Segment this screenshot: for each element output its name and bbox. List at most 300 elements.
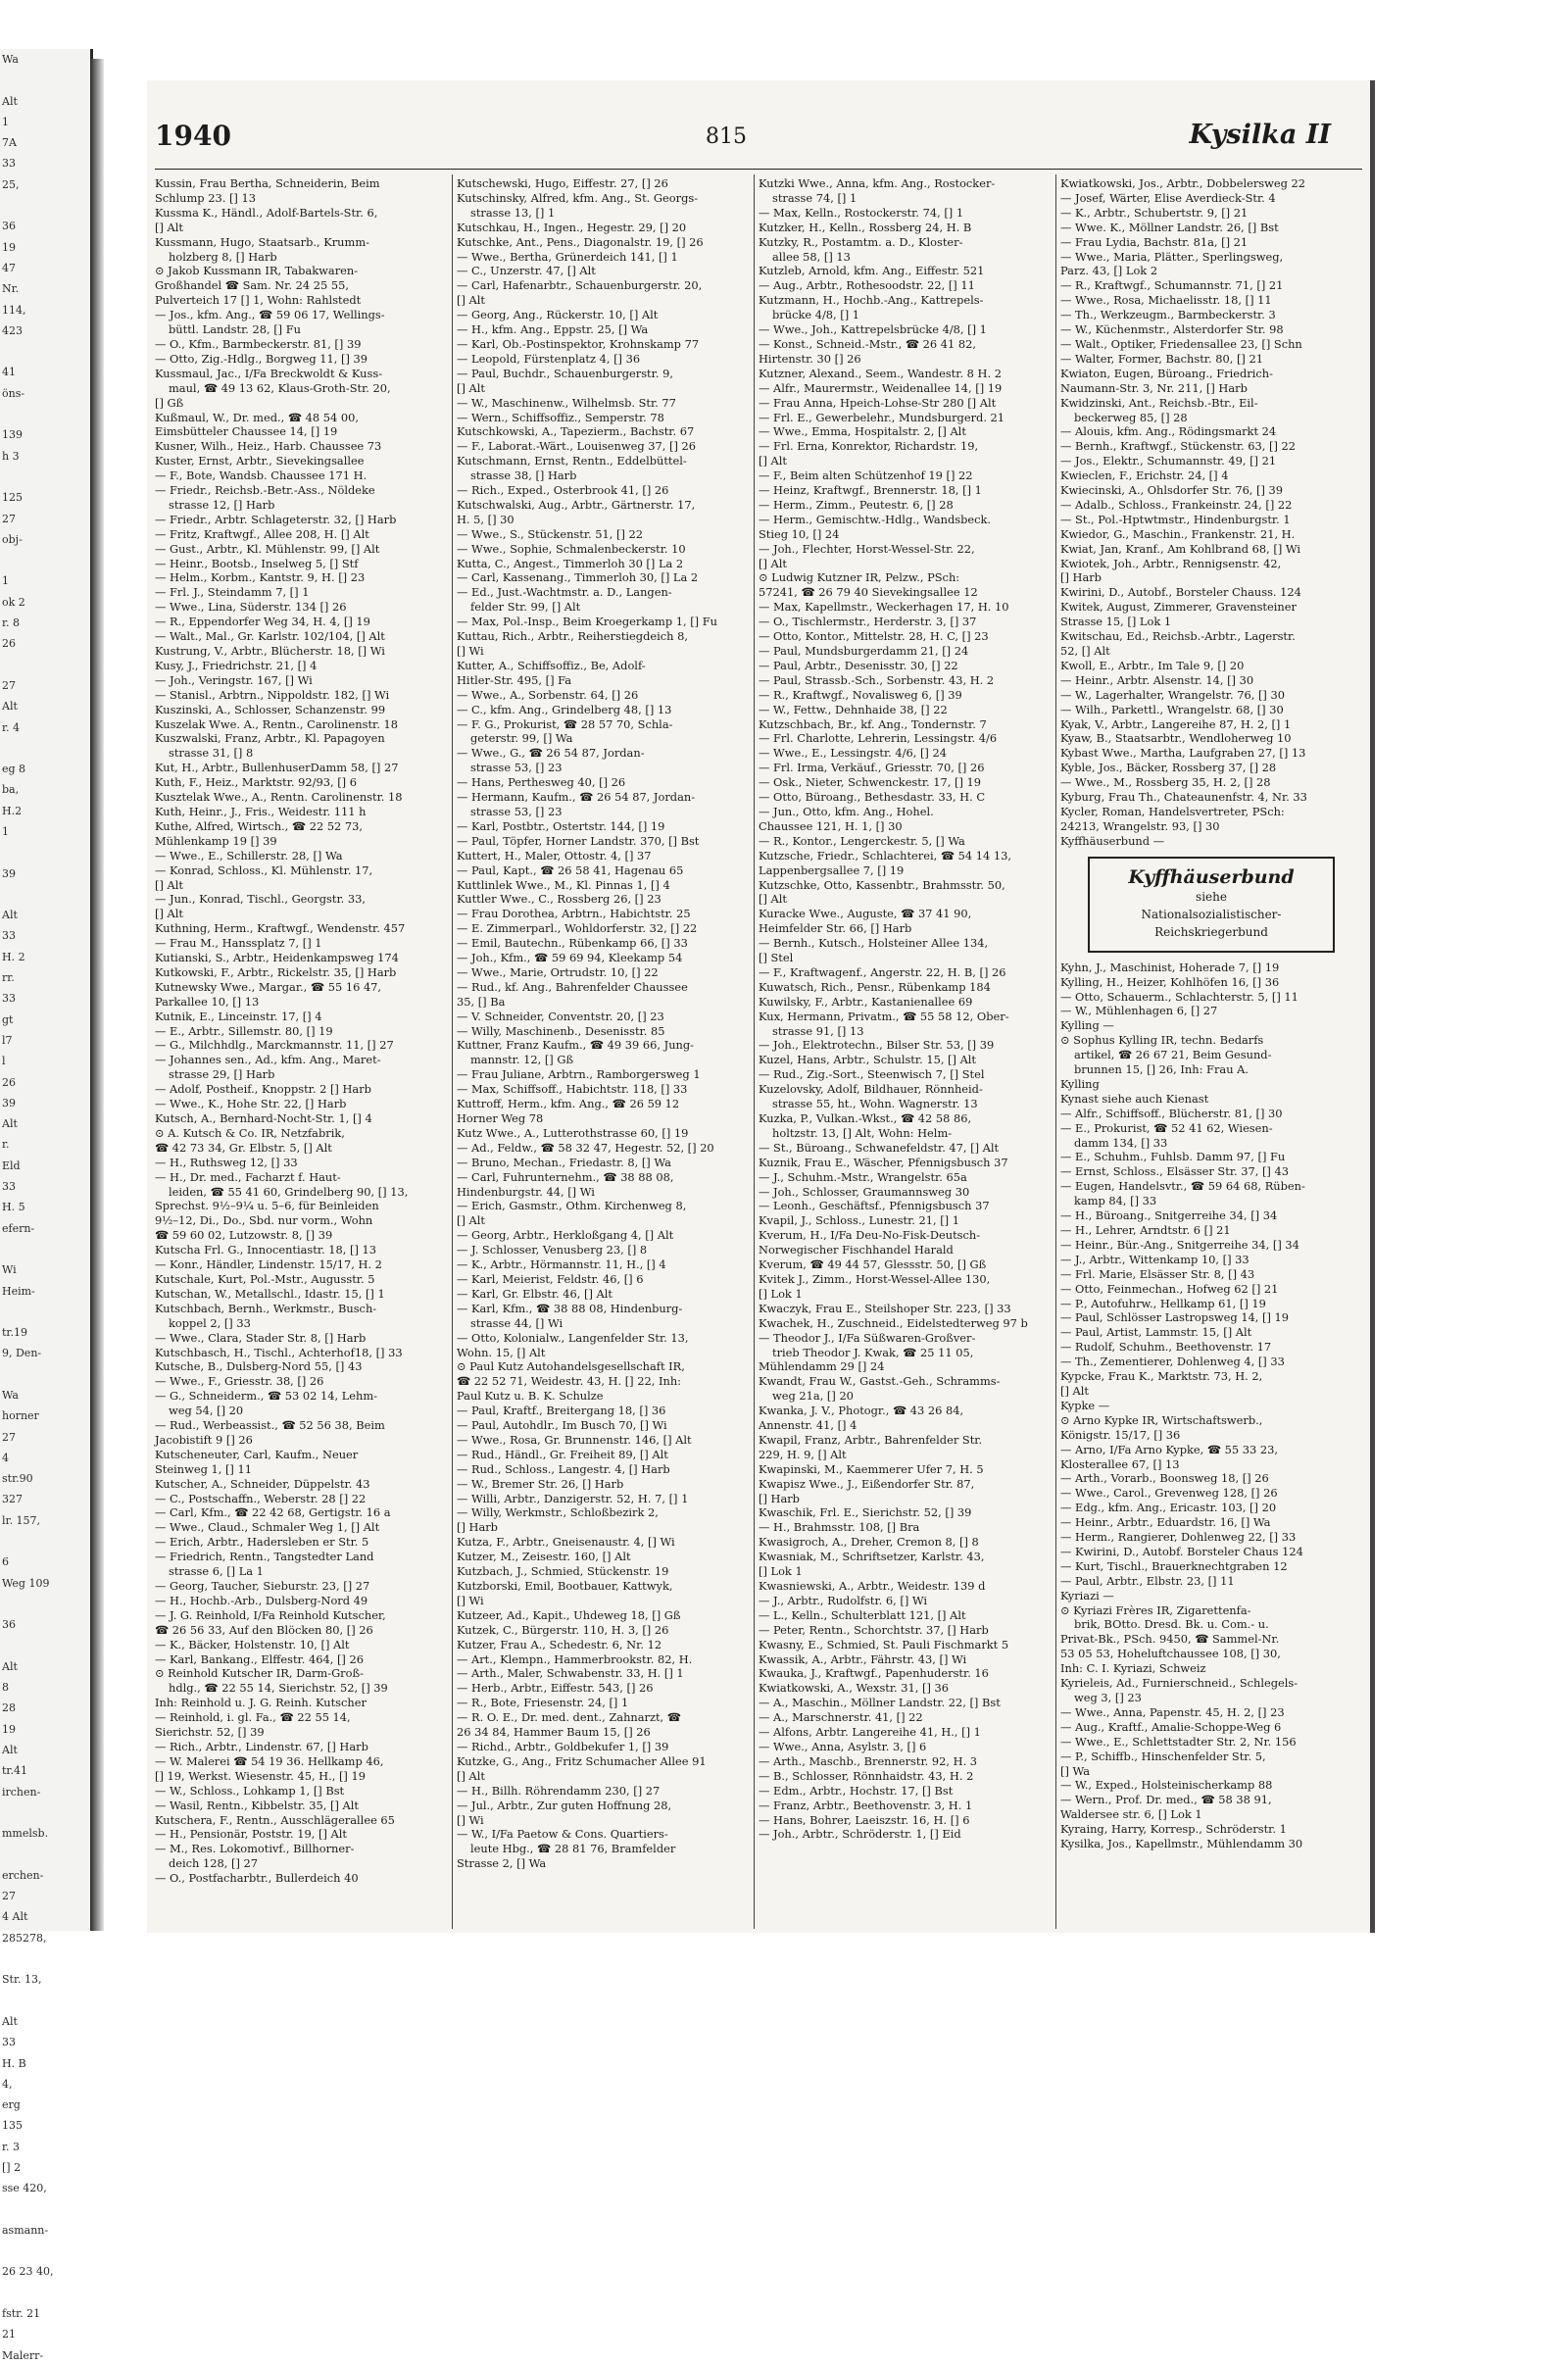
directory-entry-line: Kyrieleis, Ad., Furnierschneid., Schlegels-	[1060, 1676, 1298, 1691]
facing-page-line: 1	[2, 115, 9, 128]
directory-entry-line: strasse 53, [] 23	[470, 761, 563, 775]
directory-entry-line: — F., Laborat.-Wärt., Louisenweg 37, [] 26	[457, 439, 697, 454]
directory-entry-line: — Joh., Kfm., ☎ 59 69 94, Kleekamp 54	[457, 951, 683, 965]
directory-entry-line: — Otto, Schauerm., Schlachterstr. 5, [] 11	[1060, 989, 1298, 1004]
directory-entry-line: — J., Arbtr., Wittenkamp 10, [] 33	[1060, 1252, 1250, 1266]
directory-entry-line: strasse 53, [] 23	[470, 804, 563, 818]
header-rule	[155, 169, 1362, 170]
directory-entry-line: Königstr. 15/17, [] 36	[1060, 1427, 1181, 1442]
directory-entry-line: — Wwe., Rosa, Michaelisstr. 18, [] 11	[1060, 293, 1272, 308]
directory-entry-line: — Walt., Optiker, Friedensallee 23, [] Schn	[1060, 336, 1302, 351]
directory-entry-line: Kuster, Ernst, Arbtr., Sievekingsallee	[155, 454, 365, 468]
directory-entry-line: Kussma K., Händl., Adolf-Bartels-Str. 6,	[155, 205, 378, 220]
directory-entry-line: Kutzleb, Arnold, kfm. Ang., Eiffestr. 521	[759, 264, 985, 278]
directory-entry-line: Chaussee 121, H. 1, [] 30	[759, 818, 903, 833]
directory-entry-line: — Johannes sen., Ad., kfm. Ang., Maret-	[155, 1053, 381, 1067]
directory-entry-line: Kux, Hermann, Privatm., ☎ 55 58 12, Ober-	[759, 1009, 1009, 1023]
directory-entry-line: — Rud., kf. Ang., Bahrenfelder Chaussee	[457, 979, 688, 994]
directory-entry-line: deich 128, [] 27	[169, 1856, 258, 1871]
directory-entry-line: Kutzbach, J., Schmied, Stückenstr. 19	[457, 1564, 669, 1579]
directory-entry-line: — Konst., Schneid.-Mstr., ☎ 26 41 82,	[759, 336, 976, 351]
directory-entry-line: — B., Schlosser, Rönnhaidstr. 43, H. 2	[759, 1768, 974, 1783]
directory-entry-line: Kypke —	[1060, 1398, 1110, 1412]
directory-entry-line: ⊙ Kyriazi Frères IR, Zigarettenfa-	[1060, 1602, 1251, 1617]
directory-entry-line: — Heinz, Kraftwgf., Brennerstr. 18, [] 1	[759, 483, 982, 498]
facing-page-line: l	[2, 1055, 6, 1068]
directory-entry-line: 9½–12, Di., Do., Sbd. nur vorm., Wohn	[155, 1213, 373, 1228]
facing-page-line: Eld	[2, 1158, 21, 1172]
directory-entry-line: brik, BOtto. Dresd. Bk. u. Com.- u.	[1074, 1617, 1269, 1632]
directory-entry-line: — Rich., Exped., Osterbrook 41, [] 26	[457, 483, 669, 498]
directory-entry-line: — Wilh., Parkettl., Wrangelstr. 68, [] 30	[1060, 702, 1284, 716]
directory-entry-line: Kutsch, A., Bernhard-Nocht-Str. 1, [] 4	[155, 1111, 372, 1125]
directory-entry-line: — Ad., Feldw., ☎ 58 32 47, Hegestr. 52, [] 20	[457, 1140, 714, 1155]
directory-entry-line: H. 5, [] 30	[457, 512, 514, 526]
directory-entry-line: — Paul, Autohdlr., Im Busch 70, [] Wi	[457, 1418, 667, 1433]
directory-entry-line: Kuttroff, Herm., kfm. Ang., ☎ 26 59 12	[457, 1097, 680, 1111]
directory-entry-line: Großhandel ☎ Sam. Nr. 24 25 55,	[155, 278, 349, 293]
facing-page-line	[0, 550, 90, 570]
directory-entry-line: — Wwe., Claud., Schmaler Weg 1, [] Alt	[155, 1520, 380, 1535]
directory-entry-line: — R., Bote, Friesenstr. 24, [] 1	[457, 1696, 629, 1710]
directory-entry-line: Kutschmann, Ernst, Rentn., Eddelbüttel-	[457, 454, 687, 468]
directory-entry-line: Kwanka, J. V., Photogr., ☎ 43 26 84,	[759, 1404, 964, 1418]
facing-page-line: [] 2	[2, 2160, 22, 2174]
page-number: 815	[706, 124, 747, 149]
directory-entry-line: Sprechst. 9½–9¼ u. 5–6, für Beinleiden	[155, 1199, 379, 1213]
facing-page-line: H. 5	[2, 1201, 25, 1214]
directory-entry-line: brücke 4/8, [] 1	[772, 308, 860, 322]
directory-entry-line: Kyhn, J., Maschinist, Hoherade 7, [] 19	[1060, 960, 1280, 974]
directory-entry-line: — Paul, Töpfer, Horner Landstr. 370, [] Bst	[457, 833, 700, 848]
facing-page-line: r. 4	[2, 720, 21, 734]
directory-entry-line: Kutschera, F., Rentn., Ausschlägerallee 65	[155, 1812, 395, 1827]
facing-page-line: H.2	[2, 804, 23, 817]
directory-entry-line: Kutzborski, Emil, Bootbauer, Kattwyk,	[457, 1579, 673, 1593]
directory-entry-line: — Otto, Kontor., Mittelstr. 28, H. C, [] 23	[759, 629, 989, 644]
directory-entry-line: — Fritz, Kraftwgf., Allee 208, H. [] Alt	[155, 526, 369, 541]
directory-entry-line: — Gust., Arbtr., Kl. Mühlenstr. 99, [] Alt	[155, 541, 380, 556]
directory-entry-line: — Jun., Konrad, Tischl., Georgstr. 33,	[155, 892, 366, 907]
directory-entry-line: Kuznik, Frau E., Wäscher, Pfennigsbusch 37	[759, 1155, 1008, 1169]
directory-entry-line: — Paul, Arbtr., Desenisstr. 30, [] 22	[759, 658, 958, 672]
directory-entry-line: Norwegischer Fischhandel Harald	[759, 1243, 954, 1257]
facing-page-line: 125	[2, 491, 23, 505]
directory-entry-line: Kußmaul, W., Dr. med., ☎ 48 54 00,	[155, 410, 360, 424]
directory-entry-line: Kverum, ☎ 49 44 57, Glessstr. 50, [] Gß	[759, 1257, 987, 1272]
directory-entry-line: — Heinr., Arbtr. Alsenstr. 14, [] 30	[1060, 672, 1254, 687]
directory-entry-line: ⊙ Reinhold Kutscher IR, Darm-Groß-	[155, 1666, 364, 1681]
facing-page-line: 7A	[2, 136, 17, 150]
directory-entry-line: — J., Schuhm.-Mstr., Wrangelstr. 65a	[759, 1169, 967, 1184]
directory-entry-line: — Rud., Werbeassist., ☎ 52 56 38, Beim	[155, 1418, 385, 1433]
directory-entry-line: — Frau Anna, Hpeich-Lohse-Str 280 [] Alt	[759, 395, 997, 410]
facing-page-line: sse 420,	[2, 2182, 47, 2195]
directory-entry-line: — F., Beim alten Schützenhof 19 [] 22	[759, 468, 973, 483]
directory-entry-line: — Eugen, Handelsvtr., ☎ 59 64 68, Rüben-	[1060, 1179, 1305, 1194]
page-year: 1940	[155, 120, 231, 152]
facing-page-line: H. B	[2, 2056, 26, 2070]
directory-entry-line: weg 21a, [] 20	[772, 1389, 854, 1404]
directory-entry-line: Hindenburgstr. 44, [] Wi	[457, 1184, 595, 1199]
directory-entry-line: Kutschwalski, Aug., Arbtr., Gärtnerstr. 17,	[457, 497, 696, 512]
directory-entry-line: — W., Bremer Str. 26, [] Harb	[457, 1476, 624, 1491]
directory-entry-line: Mühlenkamp 19 [] 39	[155, 833, 277, 848]
directory-entry-line: — Max, Kapellmstr., Weckerhagen 17, H. 10	[759, 600, 1009, 615]
facing-page-line	[0, 738, 90, 759]
directory-entry-line: — Joh., Elektrotechn., Bilser Str. 53, [] 39	[759, 1038, 995, 1053]
directory-entry-line: Kutzek, C., Bürgerstr. 110, H. 3, [] 26	[457, 1622, 669, 1637]
facing-page-line	[0, 70, 90, 90]
directory-entry-line: — L., Kelln., Schulterblatt 121, [] Alt	[759, 1607, 966, 1622]
directory-entry-line: Jacobistift 9 [] 26	[155, 1432, 253, 1447]
page-header	[147, 80, 1370, 159]
directory-entry-line: Strasse 2, [] Wa	[457, 1856, 547, 1871]
directory-entry-line: Kussin, Frau Bertha, Schneiderin, Beim	[155, 176, 380, 190]
directory-entry-line: — Richd., Arbtr., Goldbekufer 1, [] 39	[457, 1739, 669, 1753]
directory-entry-line: — Stanisl., Arbtrn., Nippoldstr. 182, [] Wi	[155, 687, 390, 702]
directory-entry-line: Kwitschau, Ed., Reichsb.-Arbtr., Lagerstr.	[1060, 629, 1296, 644]
directory-entry-line: — Ernst, Schloss., Elsässer Str. 37, [] 43	[1060, 1164, 1289, 1179]
directory-entry-line: Kypcke, Frau K., Marktstr. 73, H. 2,	[1060, 1369, 1263, 1384]
directory-entry-line: — F. G., Prokurist, ☎ 28 57 70, Schla-	[457, 716, 673, 731]
directory-entry-line: [] Stel	[759, 951, 794, 965]
directory-entry-line: Kuttert, H., Maler, Ottostr. 4, [] 37	[457, 848, 652, 863]
directory-entry-line: — C., kfm. Ang., Grindelberg 48, [] 13	[457, 702, 672, 716]
facing-page-line: H. 2	[2, 950, 25, 963]
directory-entry-line: — Adolf, Postheif., Knoppstr. 2 [] Harb	[155, 1082, 371, 1097]
facing-page-line: str.90	[2, 1472, 33, 1486]
facing-page-line	[0, 1636, 90, 1656]
facing-page-line: 6	[2, 1555, 9, 1569]
directory-entry-line: — Erich, Arbtr., Hadersleben er Str. 5	[155, 1535, 369, 1550]
facing-page-line: 41	[2, 366, 16, 379]
facing-page-line: 139	[2, 428, 23, 442]
directory-entry-line: Parkallee 10, [] 13	[155, 994, 260, 1009]
directory-entry-line: Inh: C. I. Kyriazi, Schweiz	[1060, 1661, 1206, 1676]
directory-entry-line: Kuszwalski, Franz, Arbtr., Kl. Papagoyen	[155, 731, 385, 746]
directory-entry-line: — Wasil, Rentn., Kibbelstr. 35, [] Alt	[155, 1798, 359, 1812]
directory-entry-line: ☎ 59 60 02, Lutzowstr. 8, [] 39	[155, 1228, 333, 1243]
directory-entry-line: Kyak, V., Arbtr., Langereihe 87, H. 2, [] 1	[1060, 716, 1292, 731]
directory-entry-line: 229, H. 9, [] Alt	[759, 1447, 847, 1461]
directory-entry-line: weg 54, [] 20	[169, 1404, 244, 1418]
facing-page-line	[0, 1802, 90, 1823]
directory-entry-line: — Herm., Zimm., Peutestr. 6, [] 28	[759, 497, 954, 512]
directory-entry-line: artikel, ☎ 26 67 21, Beim Gesund-	[1074, 1048, 1272, 1062]
facing-page-line: 19	[2, 240, 16, 254]
directory-entry-line: Kutschbach, Bernh., Werkmstr., Busch-	[155, 1301, 377, 1315]
directory-entry-line: — Carl, Hafenarbtr., Schauenburgerstr. 20,	[457, 278, 703, 293]
directory-entry-line: — Heinr., Arbtr., Eduardstr. 16, [] Wa	[1060, 1515, 1271, 1530]
directory-entry-line: — Frl. E., Gewerbelehr., Mundsburgerd. 21	[759, 410, 1005, 424]
directory-entry-line: — H., Büroang., Snitgerreihe 34, [] 34	[1060, 1208, 1278, 1223]
directory-entry-line: 53 05 53, Hoheluftchaussee 108, [] 30,	[1060, 1647, 1281, 1661]
directory-entry-line: — Rud., Zig.-Sort., Steenwisch 7, [] Stel	[759, 1067, 985, 1082]
facing-page-line: mmelsb.	[2, 1827, 49, 1841]
directory-entry-line: hdlg., ☎ 22 55 14, Sierichstr. 52, [] 39	[169, 1681, 388, 1696]
directory-entry-line: Kuzka, P., Vulkan.-Wkst., ☎ 42 58 86,	[759, 1111, 972, 1125]
directory-entry-line: Kwiat, Jan, Kranf., Am Kohlbrand 68, [] Wi	[1060, 541, 1301, 556]
directory-entry-line: Kutsche, B., Dulsberg-Nord 55, [] 43	[155, 1359, 363, 1374]
directory-entry-line: — G., Milchhdlg., Marckmannstr. 11, [] 27	[155, 1038, 394, 1053]
directory-entry-line: — Helm., Korbm., Kantstr. 9, H. [] 23	[155, 570, 366, 585]
directory-entry-line: — Bruno, Mechan., Friedastr. 8, [] Wa	[457, 1155, 671, 1169]
directory-entry-line: — Carl, Kassenang., Timmerloh 30, [] La 2	[457, 570, 699, 585]
facing-page-line: 1	[2, 824, 9, 838]
facing-page-line: 33	[2, 992, 16, 1006]
facing-page-line: 327	[2, 1493, 23, 1506]
directory-entry-line: Kutzki Wwe., Anna, kfm. Ang., Rostocker-	[759, 176, 996, 190]
directory-entry-line: Kutzschbach, Br., kf. Ang., Tondernstr. 7	[759, 716, 987, 731]
facing-page-line	[0, 1845, 90, 1865]
facing-page-line: 1	[2, 574, 9, 588]
directory-entry-line: — Max, Schiffsoff., Habichtstr. 118, [] 33	[457, 1082, 688, 1097]
directory-entry-line: Kwasniak, M., Schriftsetzer, Karlstr. 43,	[759, 1550, 985, 1564]
facing-page-line	[0, 467, 90, 487]
directory-entry-line: — Frau Lydia, Bachstr. 81a, [] 21	[1060, 234, 1249, 249]
directory-entry-line: strasse 29, [] Harb	[169, 1067, 275, 1082]
directory-entry-line: [] Wi	[457, 1812, 484, 1827]
facing-page-line: 4 Alt	[2, 1910, 28, 1924]
directory-entry-line: — J. Schlosser, Venusberg 23, [] 8	[457, 1243, 648, 1257]
directory-entry-line: — Walt., Mal., Gr. Karlstr. 102/104, [] Alt	[155, 629, 385, 644]
directory-entry-line: [] Wi	[457, 644, 484, 658]
facing-page-line: l7	[2, 1033, 13, 1047]
directory-entry-line: strasse 31, [] 8	[169, 746, 254, 761]
facing-page-line: Alt	[2, 1744, 18, 1757]
facing-page-line: 26	[2, 637, 16, 651]
directory-entry-line: — Rudolf, Schuhm., Beethovenstr. 17	[1060, 1340, 1272, 1355]
directory-entry-line: Kutnewsky Wwe., Margar., ☎ 55 16 47,	[155, 979, 382, 994]
directory-entry-line: ⊙ Arno Kypke IR, Wirtschaftswerb.,	[1060, 1412, 1263, 1427]
directory-entry-line: Kutzky, R., Postamtm. a. D., Kloster-	[759, 234, 963, 249]
directory-entry-line: ⊙ A. Kutsch & Co. IR, Netzfabrik,	[155, 1125, 345, 1140]
directory-entry-line: — Wwe., Rosa, Gr. Brunnenstr. 146, [] Alt	[457, 1432, 692, 1447]
directory-entry-line: felder Str. 99, [] Alt	[470, 600, 581, 615]
directory-entry-line: — H., kfm. Ang., Eppstr. 25, [] Wa	[457, 322, 649, 337]
facing-page-line: 26 23 40,	[2, 2265, 54, 2279]
directory-entry-line: [] Lok 1	[759, 1564, 803, 1579]
directory-entry-line: — Leonh., Geschäftsf., Pfennigsbusch 37	[759, 1199, 990, 1213]
directory-entry-line: Kutschkowski, A., Tapezierm., Bachstr. 67	[457, 424, 695, 439]
directory-entry-line: Hitler-Str. 495, [] Fa	[457, 672, 572, 687]
directory-entry-line: Kwoll, E., Arbtr., Im Tale 9, [] 20	[1060, 658, 1245, 672]
facing-page-line: r. 3	[2, 2140, 21, 2153]
facing-page-line: 27	[2, 1890, 16, 1903]
facing-page-line: 33	[2, 2036, 16, 2049]
directory-entry-line: — M., Res. Lokomotivf., Billhorner-	[155, 1842, 355, 1856]
directory-entry-line: — Heinr., Bootsb., Inselweg 5, [] Stf	[155, 556, 359, 570]
directory-entry-line: — Jos., Elektr., Schumannstr. 49, [] 21	[1060, 454, 1277, 468]
directory-entry-line: — Jos., kfm. Ang., ☎ 59 06 17, Wellings-	[155, 308, 385, 322]
directory-entry-line: Kwiecinski, A., Ohlsdorfer Str. 76, [] 39	[1060, 483, 1284, 498]
directory-entry-line: Waldersee str. 6, [] Lok 1	[1060, 1807, 1202, 1822]
directory-entry-line: Kyble, Jos., Bäcker, Rossberg 37, [] 28	[1060, 761, 1277, 775]
directory-entry-line: — Hermann, Kaufm., ☎ 26 54 87, Jordan-	[457, 790, 696, 805]
directory-entry-line: Kwiatkowski, A., Wexstr. 31, [] 36	[759, 1681, 950, 1696]
directory-entry-line: — Emil, Bautechn., Rübenkamp 66, [] 33	[457, 936, 688, 951]
directory-entry-line: — Wwe., Clara, Stader Str. 8, [] Harb	[155, 1330, 367, 1345]
directory-entry-line: — Joh., Flechter, Horst-Wessel-Str. 22,	[759, 541, 975, 556]
directory-entry-line: ⊙ Ludwig Kutzner IR, Pelzw., PSch:	[759, 570, 960, 585]
directory-entry-line: Kvapil, J., Schloss., Lunestr. 21, [] 1	[759, 1213, 959, 1228]
directory-entry-line: — Hans, Bohrer, Laeiszstr. 16, H. [] 6	[759, 1812, 970, 1827]
directory-entry-line: — Friedr., Reichsb.-Betr.-Ass., Nöldeke	[155, 483, 375, 498]
directory-entry-line: — H., Lehrer, Arndtstr. 6 [] 21	[1060, 1223, 1231, 1237]
facing-page-line	[0, 1364, 90, 1385]
column-3	[759, 176, 1049, 1931]
kyffhaeuserbund-box	[1088, 857, 1335, 953]
facing-page-line: 114,	[2, 303, 26, 317]
directory-entry-line: Kutscha Frl. G., Innocentiastr. 18, [] 13	[155, 1243, 377, 1257]
facing-page-line	[0, 1239, 90, 1259]
directory-entry-line: geterstr. 99, [] Wa	[470, 731, 573, 746]
facing-page-line: 39	[2, 1096, 16, 1109]
directory-entry-line: Kutkowski, F., Arbtr., Rickelstr. 35, [] Harb	[155, 964, 397, 979]
facing-page-line: Alt	[2, 94, 18, 108]
directory-entry-line: — Konr., Händler, Lindenstr. 15/17, H. 2	[155, 1257, 382, 1272]
directory-entry-line: — W., Fettw., Dehnhaide 38, [] 22	[759, 702, 948, 716]
directory-entry-line: Kutzner, Alexand., Seem., Wandestr. 8 H. 2	[759, 366, 1002, 380]
facing-page-line: fstr. 21	[2, 2307, 41, 2321]
directory-entry-line: Kwaczyk, Frau E., Steilshoper Str. 223, [] 33	[759, 1301, 1011, 1315]
facing-page-line	[0, 1948, 90, 1969]
directory-entry-line: Kuttner, Franz Kaufm., ☎ 49 39 66, Jung-	[457, 1038, 695, 1053]
facing-page-line	[0, 1531, 90, 1552]
directory-entry-line: — K., Arbtr., Schubertstr. 9, [] 21	[1060, 205, 1249, 220]
directory-entry-line: [] Alt	[1060, 1383, 1089, 1398]
facing-page-line	[0, 2241, 90, 2261]
directory-entry-line: — J. G. Reinhold, I/Fa Reinhold Kutscher,	[155, 1607, 386, 1622]
facing-page-line: 9, Den-	[2, 1347, 42, 1360]
directory-entry-line: — Paul, Schlösser Lastropsweg 14, [] 19	[1060, 1310, 1290, 1325]
box-line: Nationalsozialistischer-	[1141, 907, 1282, 921]
directory-entry-line: — Joh., Schlosser, Graumannsweg 30	[759, 1184, 970, 1199]
directory-entry-line: Kuthe, Alfred, Wirtsch., ☎ 22 52 73,	[155, 818, 364, 833]
directory-entry-line: — Kurt, Tischl., Brauerknechtgraben 12	[1060, 1558, 1288, 1573]
directory-entry-line: Kylling	[1060, 1076, 1100, 1091]
directory-entry-line: — Herm., Gemischtw.-Hdlg., Wandsbeck.	[759, 512, 992, 526]
box-title: Kyffhäuserbund	[1128, 865, 1295, 888]
directory-entry-line: — Friedr., Arbtr. Schlageterstr. 32, [] Harb	[155, 512, 397, 526]
directory-entry-line: — Th., Zementierer, Dohlenweg 4, [] 33	[1060, 1355, 1285, 1369]
directory-entry-line: Kysilka, Jos., Kapellmstr., Mühlendamm 30	[1060, 1837, 1303, 1851]
directory-entry-line: — R., Eppendorfer Weg 34, H. 4, [] 19	[155, 615, 370, 629]
directory-entry-line: — R., Kraftwgf., Schumannstr. 71, [] 21	[1060, 278, 1284, 293]
directory-entry-line: [] 19, Werkst. Wiesenstr. 45, H., [] 19	[155, 1768, 366, 1783]
directory-entry-line: strasse 44, [] Wi	[470, 1315, 564, 1330]
facing-page-line: Nr.	[2, 282, 20, 296]
directory-entry-line: Annenstr. 41, [] 4	[759, 1418, 858, 1433]
directory-entry-line: — Wwe., F., Griesstr. 38, [] 26	[155, 1374, 324, 1389]
directory-entry-line: — Edm., Arbtr., Hochstr. 17, [] Bst	[759, 1783, 954, 1798]
directory-entry-line: strasse 55, ht., Wohn. Wagnerstr. 13	[772, 1097, 978, 1111]
directory-entry-line: Paul Kutz u. B. K. Schulze	[457, 1389, 604, 1404]
directory-entry-line: — P., Autofuhrw., Hellkamp 61, [] 19	[1060, 1296, 1266, 1310]
directory-entry-line: — Karl, Bankang., Elffestr. 464, [] 26	[155, 1651, 364, 1666]
directory-entry-line: — A., Maschin., Möllner Landstr. 22, [] Bst	[759, 1696, 1001, 1710]
directory-entry-line: — R., Kontor., Lengerckestr. 5, [] Wa	[759, 833, 965, 848]
directory-entry-line: [] Wi	[457, 1593, 484, 1607]
directory-entry-line: holtzstr. 13, [] Alt, Wohn: Helm-	[772, 1125, 953, 1140]
directory-entry-line: Pulverteich 17 [] 1, Wohn: Rahlstedt	[155, 293, 362, 308]
directory-entry-line: — Frau M., Hanssplatz 7, [] 1	[155, 936, 322, 951]
facing-page-line: Alt	[2, 1117, 18, 1131]
directory-entry-line: — Paul, Arbtr., Elbstr. 23, [] 11	[1060, 1573, 1235, 1588]
facing-page-line: ok 2	[2, 595, 25, 609]
facing-page-line: horner	[2, 1409, 39, 1423]
directory-entry-line: — Hans, Perthesweg 40, [] 26	[457, 775, 626, 790]
directory-entry-line: — Osk., Nieter, Schwenckestr. 17, [] 19	[759, 775, 982, 790]
directory-entry-line: Parz. 43, [] Lok 2	[1060, 264, 1158, 278]
facing-page-line	[0, 404, 90, 424]
directory-entry-line: [] Alt	[155, 877, 183, 892]
directory-entry-line: — A., Marschnerstr. 41, [] 22	[759, 1710, 923, 1725]
directory-entry-line: [] Alt	[759, 892, 787, 907]
directory-entry-line: Kynast siehe auch Kienast	[1060, 1091, 1209, 1106]
directory-entry-line: Kutschinsky, Alfred, kfm. Ang., St. Georgs-	[457, 190, 699, 205]
directory-entry-line: — E., Arbtr., Sillemstr. 80, [] 19	[155, 1023, 333, 1038]
directory-entry-line: — Joh., Veringstr. 167, [] Wi	[155, 672, 313, 687]
directory-entry-line: — Max, Kelln., Rostockerstr. 74, [] 1	[759, 205, 964, 220]
directory-entry-line: — O., Postfacharbtr., Bullerdeich 40	[155, 1871, 359, 1886]
directory-entry-line: Kutschale, Kurt, Pol.-Mstr., Augusstr. 5	[155, 1271, 375, 1286]
directory-entry-line: Kutzschke, Otto, Kassenbtr., Brahmsstr. 50,	[759, 877, 1005, 892]
directory-entry-line: — Rud., Händl., Gr. Freiheit 89, [] Alt	[457, 1447, 668, 1461]
directory-entry-line: Eimsbütteler Chaussee 14, [] 19	[155, 424, 338, 439]
directory-entry-line: Kwassik, A., Arbtr., Fährstr. 43, [] Wi	[759, 1651, 967, 1666]
facing-page-line: obj-	[2, 532, 23, 546]
directory-entry-line: — F., Bote, Wandsb. Chaussee 171 H.	[155, 468, 368, 483]
directory-entry-line: — Willi, Arbtr., Danzigerstr. 52, H. 7, [] 1	[457, 1491, 689, 1505]
directory-entry-line: — Otto, Feinmechan., Hofweg 62 [] 21	[1060, 1281, 1279, 1296]
directory-entry-line: ☎ 42 73 34, Gr. Elbstr. 5, [] Alt	[155, 1140, 332, 1155]
directory-entry-line: Kutzer, M., Zeisestr. 160, [] Alt	[457, 1550, 631, 1564]
directory-entry-line: Kuzelovsky, Adolf, Bildhauer, Rönnheid-	[759, 1082, 983, 1097]
directory-entry-line: Kutnik, E., Linceinstr. 17, [] 4	[155, 1009, 322, 1023]
directory-entry-line: — W., Lagerhalter, Wrangelstr. 76, [] 30	[1060, 687, 1285, 702]
directory-entry-line: — Carl, Fuhrunternehm., ☎ 38 88 08,	[457, 1169, 674, 1184]
directory-entry-line: — Rich., Arbtr., Lindenstr. 67, [] Harb	[155, 1739, 368, 1753]
facing-page-line: 423	[2, 323, 23, 337]
directory-entry-line: — H., Dr. med., Facharzt f. Haut-	[155, 1169, 341, 1184]
directory-entry-line: Kutscher, A., Schneider, Düppelstr. 43	[155, 1476, 370, 1491]
directory-entry-line: — Wwe., G., ☎ 26 54 87, Jordan-	[457, 746, 645, 761]
directory-entry-line: [] Alt	[155, 907, 183, 921]
directory-entry-line: — Franz, Arbtr., Beethovenstr. 3, H. 1	[759, 1798, 973, 1812]
facing-page-line: 36	[2, 220, 16, 233]
facing-page-line: ba,	[2, 783, 20, 797]
directory-entry-line: Kycler, Roman, Handelsvertreter, PSch:	[1060, 804, 1285, 818]
facing-page-line: 26	[2, 1075, 16, 1089]
directory-entry-line: — Wwe., Carol., Grevenweg 128, [] 26	[1060, 1486, 1278, 1501]
facing-page-line: Wa	[2, 1389, 19, 1402]
facing-page-line: Wi	[2, 1263, 17, 1277]
directory-entry-line: — Reinhold, i. gl. Fa., ☎ 22 55 14,	[155, 1710, 351, 1725]
directory-entry-line: — W., I/Fa Paetow & Cons. Quartiers-	[457, 1827, 668, 1842]
directory-entry-line: — Aug., Kraftf., Amalie-Schoppe-Weg 6	[1060, 1719, 1282, 1734]
directory-entry-line: 52, [] Alt	[1060, 644, 1110, 658]
directory-entry-line: — Otto, Büroang., Bethesdastr. 33, H. C	[759, 790, 986, 805]
directory-entry-line: — Wwe., E., Schlettstadter Str. 2, Nr. 156	[1060, 1734, 1297, 1749]
facing-page-line: Alt	[2, 2014, 18, 2028]
directory-entry-line: — H., Billh. Röhrendamm 230, [] 27	[457, 1783, 661, 1798]
facing-page-line: erg	[2, 2098, 21, 2112]
facing-page-line: r. 8	[2, 616, 21, 630]
directory-entry-line: — Friedrich, Rentn., Tangstedter Land	[155, 1550, 374, 1564]
directory-entry-line: 26 34 84, Hammer Baum 15, [] 26	[457, 1725, 651, 1740]
